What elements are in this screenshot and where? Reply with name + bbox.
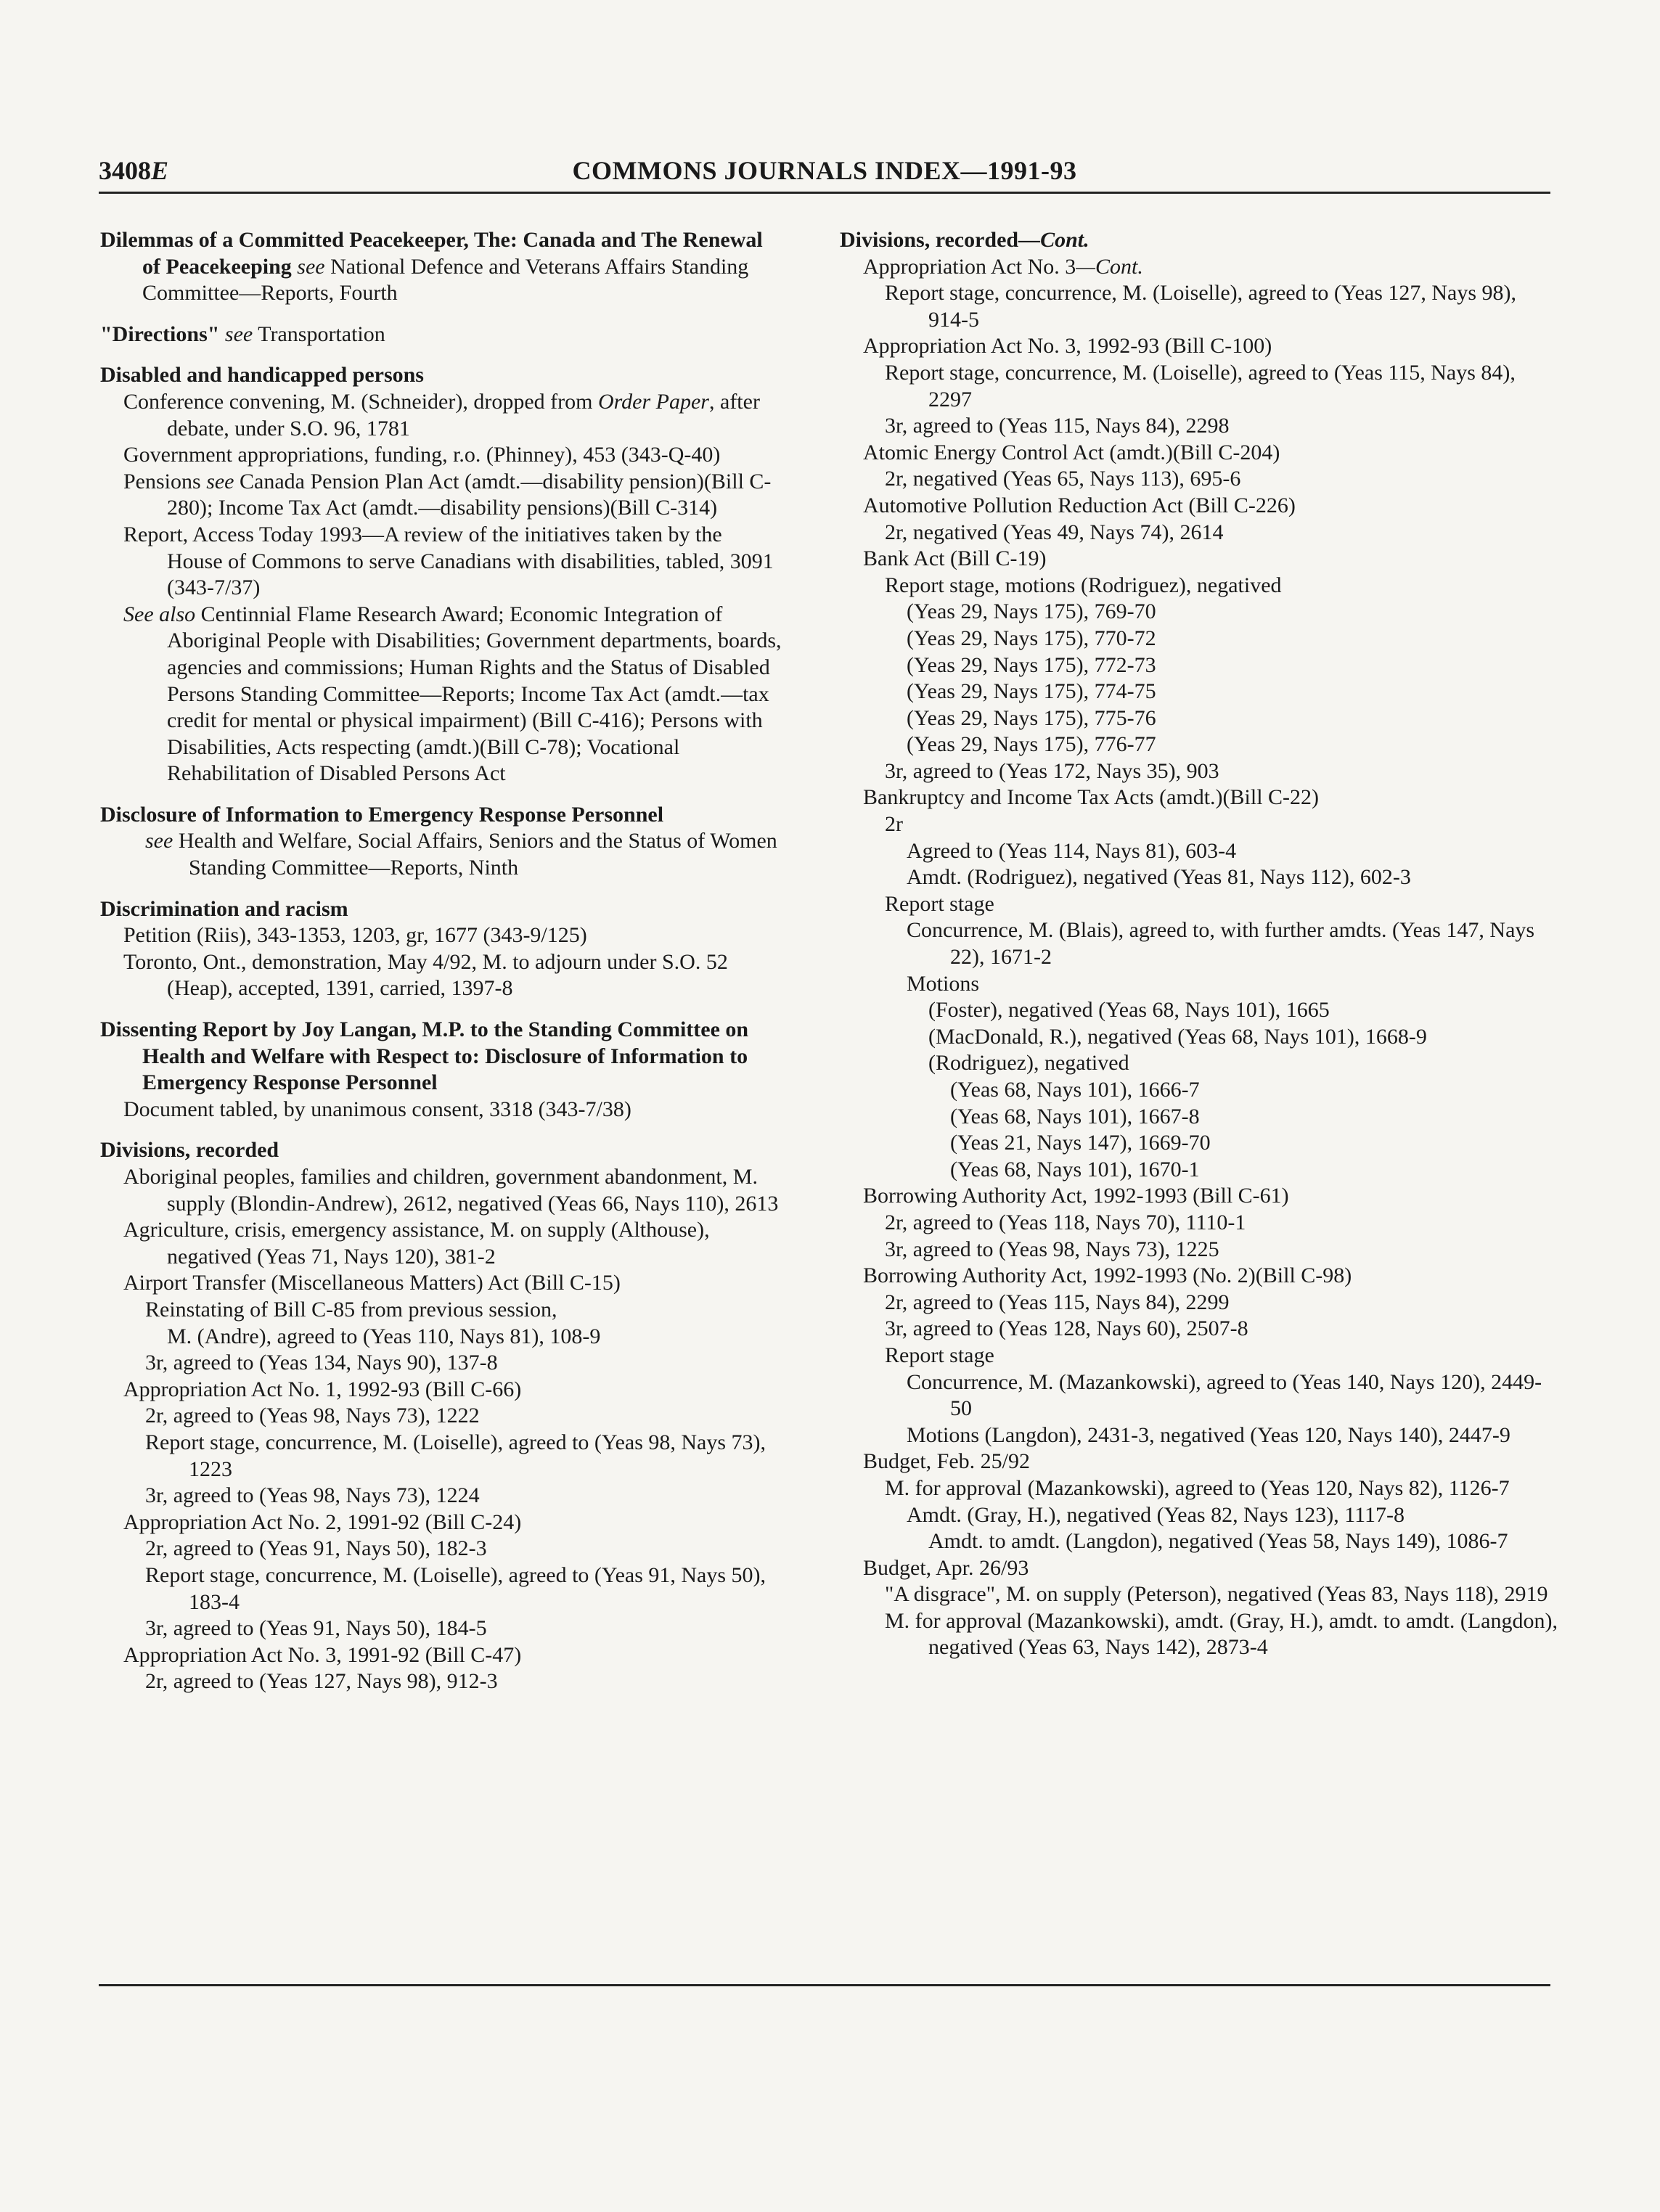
index-entry xyxy=(100,896,782,1002)
subentry-line: Concurrence, M. (Blais), agreed to, with further amdts. (Yeas 147, Nays 22), 1671-2 xyxy=(907,918,1535,970)
subentry-line: Agriculture, crisis, emergency assistance, M. on supply (Althouse), negatived (Yeas 71, Nays 120), 381-2 xyxy=(123,1218,710,1269)
subentry-line: Automotive Pollution Reduction Act (Bill C-226) xyxy=(863,493,1296,517)
subentry-line: Borrowing Authority Act, 1992-1993 (No. 2)(Bill C-98) xyxy=(863,1263,1352,1288)
entry-heading xyxy=(100,227,782,307)
entry-heading xyxy=(100,362,782,389)
subentry-line: Report, Access Today 1993—A review of the initiatives taken by the House of Commons to serve Canadians with disabilities, tabled, 3091 (343-7/37) xyxy=(123,522,774,600)
subentry-line xyxy=(100,828,782,881)
subentry-line: 3r, agreed to (Yeas 115, Nays 84), 2298 xyxy=(885,414,1230,438)
subentry-line: Amdt. (Gray, H.), negatived (Yeas 82, Nays 123), 1117-8 xyxy=(907,1502,1405,1527)
italic-text: Order Paper xyxy=(597,389,709,414)
left-column xyxy=(100,227,782,1710)
italic-text: see xyxy=(206,469,234,493)
entry-heading xyxy=(100,321,782,348)
entry-heading xyxy=(100,1137,782,1164)
subentry-line xyxy=(100,389,782,442)
subentry-line: 3r, agreed to (Yeas 128, Nays 60), 2507-8 xyxy=(885,1316,1248,1341)
index-entry xyxy=(840,227,1558,1661)
subentry-line: (Yeas 68, Nays 101), 1667-8 xyxy=(950,1104,1200,1128)
subentry-line: Report stage, concurrence, M. (Loiselle), agreed to (Yeas 91, Nays 50), 183-4 xyxy=(145,1562,766,1614)
subentry-line: Report stage, motions (Rodriguez), negatived xyxy=(885,573,1282,597)
subentry-line: 2r, agreed to (Yeas 115, Nays 84), 2299 xyxy=(885,1290,1230,1314)
index-entry xyxy=(100,802,782,882)
subentry-line: Document tabled, by unanimous consent, 3318 (343-7/38) xyxy=(123,1097,631,1121)
heading-text: "Directions" xyxy=(100,321,220,346)
subentry-line: 3r, agreed to (Yeas 98, Nays 73), 1224 xyxy=(145,1483,480,1508)
page-number-digits: 3408 xyxy=(99,156,151,185)
subentry-line: Report stage, concurrence, M. (Loiselle), agreed to (Yeas 98, Nays 73), 1223 xyxy=(145,1430,766,1481)
index-entry xyxy=(100,1017,782,1123)
heading-text: Disclosure of Information to Emergency Response Personnel xyxy=(100,802,664,827)
italic-text: See also xyxy=(123,602,196,626)
subentry-line: "A disgrace", M. on supply (Peterson), negatived (Yeas 83, Nays 118), 2919 xyxy=(885,1582,1548,1607)
entry-heading xyxy=(100,802,782,829)
subentry-line: Motions (Langdon), 2431-3, negatived (Yeas 120, Nays 140), 2447-9 xyxy=(907,1422,1510,1447)
see-reference: see xyxy=(224,321,253,346)
entry-heading xyxy=(100,896,782,923)
subentry-line: M. for approval (Mazankowski), agreed to (Yeas 120, Nays 82), 1126-7 xyxy=(885,1475,1510,1500)
italic-text: —Cont. xyxy=(1076,254,1143,279)
subentry-line: Budget, Apr. 26/93 xyxy=(863,1555,1029,1580)
subentry-line: Concurrence, M. (Mazankowski), agreed to (Yeas 140, Nays 120), 2449-50 xyxy=(907,1369,1542,1421)
subentry-line: (Yeas 29, Nays 175), 775-76 xyxy=(907,705,1156,730)
subentry-line: 2r, negatived (Yeas 49, Nays 74), 2614 xyxy=(885,520,1224,544)
subentry-line: (Yeas 29, Nays 175), 776-77 xyxy=(907,732,1156,757)
subentry-line: (Yeas 21, Nays 147), 1669-70 xyxy=(950,1131,1211,1155)
subentry-line: 2r, negatived (Yeas 65, Nays 113), 695-6 xyxy=(885,467,1241,491)
subentry-line: Government appropriations, funding, r.o. (Phinney), 453 (343-Q-40) xyxy=(123,443,721,467)
heading-cont: —Cont. xyxy=(1018,228,1089,252)
subentry-line: 2r, agreed to (Yeas 98, Nays 73), 1222 xyxy=(145,1404,480,1428)
heading-text: Divisions, recorded xyxy=(100,1138,279,1163)
subentry-line: M. for approval (Mazankowski), amdt. (Gray, H.), amdt. to amdt. (Langdon), negatived (Yeas 63, Nays 142), 2873-4 xyxy=(885,1608,1558,1660)
subentry-line: Amdt. to amdt. (Langdon), negatived (Yeas 58, Nays 149), 1086-7 xyxy=(928,1529,1508,1554)
subentry-text: , after debate, under S.O. 96, 1781 xyxy=(167,389,760,441)
subentry-line: Atomic Energy Control Act (amdt.)(Bill C-204) xyxy=(863,440,1280,464)
subentry-line: Appropriation Act No. 1, 1992-93 (Bill C-66) xyxy=(123,1377,522,1401)
see-target: National Defence and Veterans Affairs Standing Committee—Reports, Fourth xyxy=(142,254,749,306)
subentry-line: (Yeas 29, Nays 175), 770-72 xyxy=(907,626,1156,650)
subentry-line: Airport Transfer (Miscellaneous Matters) Act (Bill C-15) xyxy=(123,1271,621,1295)
heading-text: Divisions, recorded xyxy=(840,228,1019,252)
subentry-line: (Yeas 29, Nays 175), 774-75 xyxy=(907,679,1156,704)
subentry-line: Appropriation Act No. 3, 1992-93 (Bill C-100) xyxy=(863,334,1272,359)
subentry-line: Bank Act (Bill C-19) xyxy=(863,546,1047,571)
subentry-line: M. (Andre), agreed to (Yeas 110, Nays 81), 108-9 xyxy=(167,1324,601,1348)
subentry-line: Toronto, Ont., demonstration, May 4/92, M. to adjourn under S.O. 52 (Heap), accepted, 1391, carried, 1397-8 xyxy=(123,949,728,1001)
page-number-suffix: E xyxy=(151,156,169,185)
subentry-line: Agreed to (Yeas 114, Nays 81), 603-4 xyxy=(907,838,1237,863)
heading-text: Dissenting Report by Joy Langan, M.P. to the Standing Committee on Health and Welfare with Respect to: Disclosure of Information to Emergency Response Personnel xyxy=(100,1017,749,1095)
subentry-line: Aboriginal peoples, families and children, government abandonment, M. supply (Blondin-Andrew), 2612, negatived (Yeas 66, Nays 110), 2613 xyxy=(123,1165,779,1216)
subentry-line: 2r, agreed to (Yeas 91, Nays 50), 182-3 xyxy=(145,1536,487,1561)
subentry-line: Appropriation Act No. 3, 1991-92 (Bill C-47) xyxy=(123,1642,522,1667)
subentry-line: Report stage xyxy=(885,891,994,916)
page-header xyxy=(99,155,1550,192)
subentry-line: (Foster), negatived (Yeas 68, Nays 101), 1665 xyxy=(928,998,1330,1023)
index-entry xyxy=(100,362,782,787)
header-rule xyxy=(99,192,1550,194)
running-title: COMMONS JOURNALS INDEX—1991-93 xyxy=(572,156,1077,185)
entry-heading xyxy=(100,1017,782,1097)
subentry-line: 3r, agreed to (Yeas 98, Nays 73), 1225 xyxy=(885,1237,1219,1261)
subentry-line: Bankruptcy and Income Tax Acts (amdt.)(Bill C-22) xyxy=(863,785,1320,810)
subentry-line: 2r xyxy=(885,812,903,837)
subentry-line: Borrowing Authority Act, 1992-1993 (Bill C-61) xyxy=(863,1184,1289,1208)
subentry-line xyxy=(100,469,782,522)
subentry-text: Centinnial Flame Research Award; Economic Integration of Aboriginal People with Disabilities; Government departments, boards, agencies and commissions; Human Rights and the Status of Disabled Persons Standing Committee—Reports; Income Tax Act (amdt.—tax credit for mental or physical impairment) (Bill C-416); Persons with Disabilities, Acts respecting (amdt.)(Bill C-78); Vocational Rehabilitation of Disabled Persons Act xyxy=(167,602,782,786)
subentry-line: Report stage, concurrence, M. (Loiselle), agreed to (Yeas 115, Nays 84), 2297 xyxy=(885,360,1516,411)
subentry-line: (Rodriguez), negatived xyxy=(928,1051,1129,1076)
subentry-text: Health and Welfare, Social Affairs, Seniors and the Status of Women Standing Committee—Reports, Ninth xyxy=(173,829,777,880)
subentry-line: Report stage xyxy=(885,1343,994,1367)
subentry-line: 3r, agreed to (Yeas 91, Nays 50), 184-5 xyxy=(145,1616,487,1641)
subentry-text: Pensions xyxy=(123,469,207,493)
subentry-line: 2r, agreed to (Yeas 118, Nays 70), 1110-1 xyxy=(885,1210,1246,1234)
subentry-line xyxy=(840,254,1558,281)
see-target: Transportation xyxy=(258,321,385,346)
subentry-line: 2r, agreed to (Yeas 127, Nays 98), 912-3 xyxy=(145,1669,498,1694)
index-entry xyxy=(100,1137,782,1695)
subentry-text: Canada Pension Plan Act (amdt.—disability pension)(Bill C-280); Income Tax Act (amdt.—disability pensions)(Bill C-314) xyxy=(167,469,772,520)
subentry-line: (Yeas 29, Nays 175), 769-70 xyxy=(907,599,1156,624)
subentry-line: 3r, agreed to (Yeas 172, Nays 35), 903 xyxy=(885,758,1219,783)
subentry-line: Reinstating of Bill C-85 from previous session, xyxy=(145,1297,557,1322)
subentry-line: (MacDonald, R.), negatived (Yeas 68, Nays 101), 1668-9 xyxy=(928,1024,1427,1049)
subentry-line: Motions xyxy=(907,971,980,996)
subentry-line: Report stage, concurrence, M. (Loiselle), agreed to (Yeas 127, Nays 98), 914-5 xyxy=(885,281,1517,332)
heading-text: Dilemmas of a Committed Peacekeeper, The: Canada and The Renewal of Peacekeeping xyxy=(100,228,763,279)
subentry-line: Petition (Riis), 343-1353, 1203, gr, 1677 (343-9/125) xyxy=(123,923,587,948)
index-entry xyxy=(100,227,782,307)
subentry-line: (Yeas 68, Nays 101), 1666-7 xyxy=(950,1078,1200,1102)
subentry-line: (Yeas 29, Nays 175), 772-73 xyxy=(907,652,1156,677)
footer-rule xyxy=(99,1984,1550,1986)
subentry-line: (Yeas 68, Nays 101), 1670-1 xyxy=(950,1157,1200,1181)
subentry-text: Conference convening, M. (Schneider), dropped from xyxy=(123,389,598,414)
subentry-line: 3r, agreed to (Yeas 134, Nays 90), 137-8 xyxy=(145,1351,498,1375)
subentry-line: Appropriation Act No. 2, 1991-92 (Bill C-24) xyxy=(123,1510,522,1534)
entry-heading xyxy=(840,227,1558,254)
heading-text: Discrimination and racism xyxy=(100,896,348,921)
subentry-line xyxy=(100,602,782,787)
subentry-text: Appropriation Act No. 3 xyxy=(863,254,1076,279)
italic-text: see xyxy=(145,829,173,853)
heading-text: Disabled and handicapped persons xyxy=(100,363,424,388)
right-column xyxy=(840,227,1558,1676)
index-entry xyxy=(100,321,782,348)
see-reference: see xyxy=(297,254,325,279)
subentry-line: Budget, Feb. 25/92 xyxy=(863,1449,1030,1474)
subentry-line: Amdt. (Rodriguez), negatived (Yeas 81, Nays 112), 602-3 xyxy=(907,865,1411,890)
